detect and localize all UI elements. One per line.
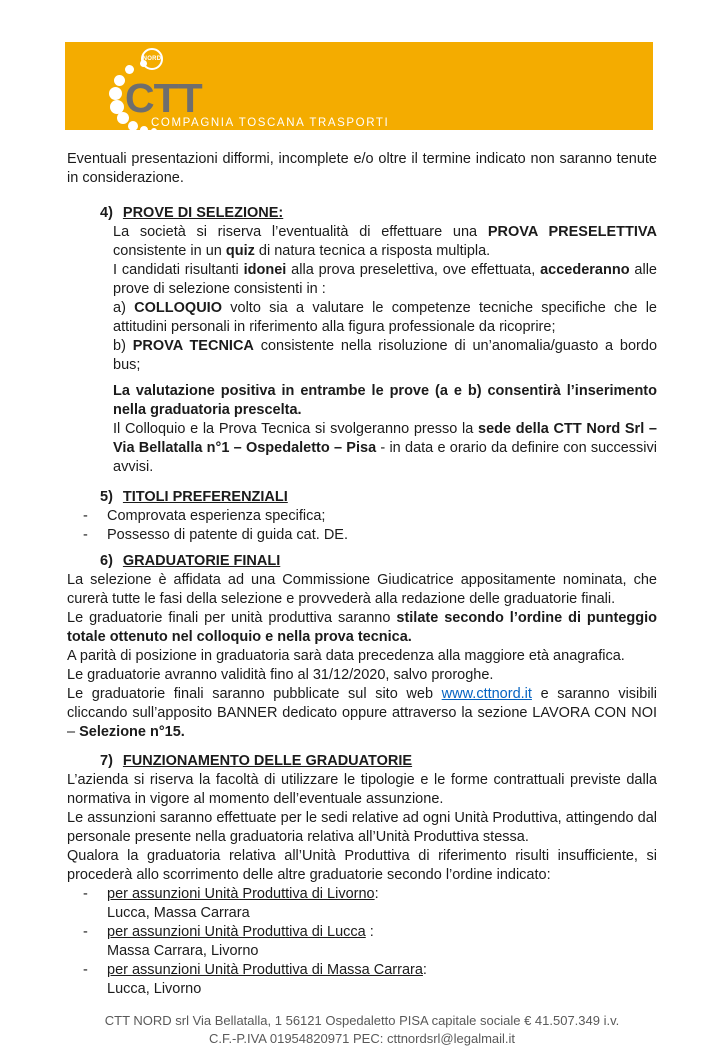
s7-item-sub: Massa Carrara, Livorno <box>107 943 259 959</box>
logo-dot-icon <box>114 75 125 86</box>
s7-item-text: per assunzioni Unità Produttiva di Livorno: Lucca, Massa Carrara <box>107 885 657 923</box>
bullet-dash: - <box>83 962 88 978</box>
s7-p2: Le assunzioni saranno effettuate per le sedi relative ad ogni Unità Produttiva, attingendo dal personale presente nella graduatoria relativa all’Unità Produttiva stessa. <box>67 810 657 845</box>
s7-item-sub: Lucca, Livorno <box>107 981 202 997</box>
s5-item-text: Comprovata esperienza specifica; <box>107 508 326 524</box>
intro-paragraph: Eventuali presentazioni difformi, incomplete e/o oltre il termine indicato non saranno tenute in considerazione. <box>67 151 657 186</box>
section-7-header <box>100 752 657 771</box>
s7-list-item <box>83 923 657 961</box>
s4-p4: b) PROVA TECNICA consistente nella risoluzione di un’anomalia/guasto a bordo bus; <box>113 338 658 373</box>
s6-p2: Le graduatorie finali per unità produttiva saranno stilate secondo l’ordine di punteggio totale ottenuto nel colloquio e nella prova tecnica. <box>67 610 658 645</box>
section-title: PROVE DI SELEZIONE: <box>122 205 284 221</box>
s4-p5: La valutazione positiva in entrambe le prove (a e b) consentirà l’inserimento nella graduatoria prescelta. <box>113 383 657 418</box>
s6-p1: La selezione è affidata ad una Commissione Giudicatrice appositamente nominata, che curerà tutte le fasi della selezione e provvederà alla redazione delle graduatorie finali. <box>67 572 657 607</box>
footer-line-1: CTT NORD srl Via Bellatalla, 1 56121 Ospedaletto PISA capitale sociale € 41.507.349 i.v. <box>104 1013 620 1028</box>
s5-item-text: Possesso di patente di guida cat. DE. <box>107 527 349 543</box>
s6-p4: Le graduatorie avranno validità fino al 31/12/2020, salvo proroghe. <box>67 667 494 683</box>
section-number: 4) <box>100 205 113 221</box>
ctt-logo <box>65 42 653 130</box>
section-4-header <box>100 204 657 223</box>
bullet-dash: - <box>83 924 88 940</box>
cttnord-link[interactable]: www.cttnord.it <box>441 686 532 702</box>
s7-list-item <box>83 885 657 923</box>
section-number: 6) <box>100 553 113 569</box>
s6-p5: Le graduatorie finali saranno pubblicate sul sito web www.cttnord.it e saranno visibili cliccando sull’apposito BANNER dedicato oppure attraverso la sezione LAVORA CON NOI – Selezione n°15. <box>67 686 657 740</box>
logo-brand-text: CTT <box>125 75 202 121</box>
logo-dot-icon <box>128 121 138 131</box>
s7-item-text: per assunzioni Unità Produttiva di Lucca : Massa Carrara, Livorno <box>107 923 657 961</box>
logo-dot-icon <box>125 65 134 74</box>
footer-line-2: C.F.-P.IVA 01954820971 PEC: cttnordsrl@legalmail.it <box>208 1031 516 1046</box>
section-number: 7) <box>100 753 113 769</box>
s7-item-text: per assunzioni Unità Produttiva di Massa Carrara: Lucca, Livorno <box>107 961 657 999</box>
section-title: GRADUATORIE FINALI <box>122 553 281 569</box>
s6-p3: A parità di posizione in graduatoria sarà data precedenza alla maggiore età anagrafica. <box>67 648 625 664</box>
section-title: FUNZIONAMENTO DELLE GRADUATORIE <box>122 753 413 769</box>
logo-dot-icon <box>140 126 148 134</box>
bullet-dash: - <box>83 508 88 524</box>
s4-p1: La società si riserva l’eventualità di effettuare una PROVA PRESELETTIVA consistente in un quiz di natura tecnica a risposta multipla. <box>113 224 657 259</box>
document-footer <box>67 1012 657 1048</box>
section-6-header <box>100 552 657 571</box>
header-banner <box>65 42 653 130</box>
section-4-body <box>113 223 657 477</box>
s4-p3: a) COLLOQUIO volto sia a valutare le competenze tecniche specifiche che le attitudini personali in riferimento alla figura professionale da ricoprire; <box>113 300 657 335</box>
logo-subtitle: COMPAGNIA TOSCANA TRASPORTI <box>151 117 390 129</box>
s7-p1: L’azienda si riserva la facoltà di utilizzare le tipologie e le forme contrattuali previste dalla normativa in vigore al momento dell’eventuale assunzione. <box>67 772 657 807</box>
s4-p2: I candidati risultanti idonei alla prova preselettiva, ove effettuata, accederanno alle prove di selezione consistenti in : <box>113 262 657 297</box>
section-number: 5) <box>100 489 113 505</box>
section-5-header <box>100 488 657 507</box>
section-title: TITOLI PREFERENZIALI <box>122 489 288 505</box>
document-content <box>67 150 657 1048</box>
s7-list-item <box>83 961 657 999</box>
s7-p3: Qualora la graduatoria relativa all’Unità Produttiva di riferimento risulti insufficiente, si procederà allo scorrimento delle altre graduatorie secondo l’ordine indicato: <box>67 848 657 883</box>
s4-p6: Il Colloquio e la Prova Tecnica si svolgeranno presso la sede della CTT Nord Srl – Via Bellatalla n°1 – Ospedaletto – Pisa - in data e orario da definire con successivi avvisi. <box>113 421 657 475</box>
bullet-dash: - <box>83 886 88 902</box>
s5-list-item <box>83 526 657 545</box>
nord-badge: NORD <box>141 48 163 70</box>
s7-item-sub: Lucca, Massa Carrara <box>107 905 250 921</box>
logo-dot-icon <box>109 87 122 100</box>
bullet-dash: - <box>83 527 88 543</box>
s5-list-item <box>83 507 657 526</box>
